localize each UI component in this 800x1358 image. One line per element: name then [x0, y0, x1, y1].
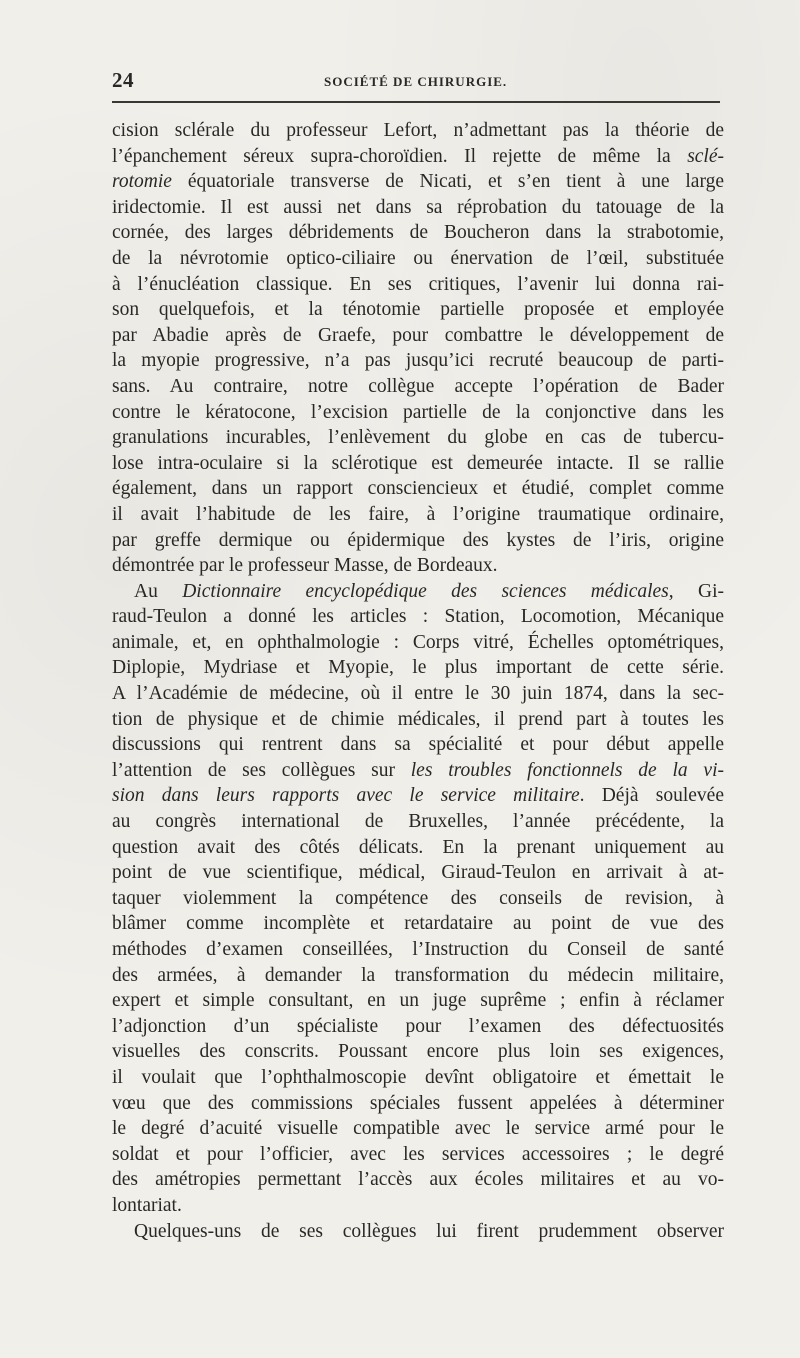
text-line: discussions qui rentrent dans sa spécialité et pour début appelle — [112, 734, 724, 756]
text-line: par greffe dermique ou épidermique des kystes de l’iris, origine — [112, 529, 724, 551]
text-line: soldat et pour l’officier, avec les services accessoires ; le degré — [112, 1143, 724, 1165]
text-line: expert et simple consultant, en un juge suprême ; enfin à réclamer — [112, 990, 724, 1012]
running-head: SOCIÉTÉ DE CHIRURGIE. — [324, 74, 508, 89]
text-line: granulations incurables, l’enlèvement du globe en cas de tubercu- — [112, 427, 724, 449]
text-line: cornée, des larges débridements de Boucheron dans la strabotomie, — [112, 222, 724, 244]
page-header — [112, 68, 722, 98]
text-line: rotomie équatoriale transverse de Nicati, et s’en tient à une large — [112, 171, 724, 193]
text-line: sion dans leurs rapports avec le service militaire. Déjà soulevée — [112, 785, 724, 807]
text-line: à l’énucléation classique. En ses critiques, l’avenir lui donna rai- — [112, 273, 724, 295]
text-line: lose intra-oculaire si la sclérotique est demeurée intacte. Il se rallie — [112, 452, 724, 474]
text-line: méthodes d’examen conseillées, l’Instruction du Conseil de santé — [112, 939, 724, 960]
text-line: démontrée par le professeur Masse, de Bordeaux. — [112, 555, 498, 577]
text-line: des amétropies permettant l’accès aux écoles militaires et au vo- — [112, 1169, 724, 1191]
text-line: de la névrotomie optico-ciliaire ou énervation de l’œil, substituée — [112, 247, 724, 269]
header-rule — [112, 101, 720, 103]
text-line: son quelquefois, et la ténotomie partielle proposée et employée — [112, 299, 724, 321]
text-line: contre le kératocone, l’excision partielle de la conjonctive dans les — [112, 401, 724, 423]
text-line: l’adjonction d’un spécialiste pour l’examen des défectuosités — [112, 1015, 724, 1037]
text-line: Au Dictionnaire encyclopédique des sciences médicales, Gi- — [134, 580, 724, 602]
text-line: il voulait que l’ophthalmoscopie devînt obligatoire et émettait le — [112, 1066, 724, 1088]
text-line: l’attention de ses collègues sur les troubles fonctionnels de la vi- — [112, 759, 724, 781]
text-line: question avait des côtés délicats. En la prenant uniquement au — [112, 836, 724, 858]
text-line: Diplopie, Mydriase et Myopie, le plus important de cette série. — [112, 657, 724, 679]
text-line: des armées, à demander la transformation du médecin militaire, — [112, 964, 724, 986]
page-number: 24 — [112, 68, 134, 92]
text-line: l’épanchement séreux supra-choroïdien. Il rejette de même la sclé- — [112, 145, 724, 167]
text-line: animale, et, en ophthalmologie : Corps vitré, Échelles optométriques, — [112, 631, 724, 653]
text-line: cision sclérale du professeur Lefort, n’admettant pas la théorie de — [112, 120, 724, 141]
text-line: vœu que des commissions spéciales fussent appelées à déterminer — [112, 1092, 724, 1114]
text-line: il avait l’habitude de les faire, à l’origine traumatique ordinaire, — [112, 503, 724, 525]
text-line: sans. Au contraire, notre collègue accepte l’opération de Bader — [112, 375, 724, 397]
text-line: visuelles des conscrits. Poussant encore plus loin ses exigences, — [112, 1041, 724, 1063]
text-line: le degré d’acuité visuelle compatible avec le service armé pour le — [112, 1118, 724, 1140]
text-line: raud-Teulon a donné les articles : Station, Locomotion, Mécanique — [112, 606, 724, 628]
text-line: blâmer comme incomplète et retardataire au point de vue des — [112, 913, 724, 935]
text-line: point de vue scientifique, médical, Giraud-Teulon en arrivait à at- — [112, 862, 724, 884]
text-line: par Abadie après de Graefe, pour combattre le développement de — [112, 324, 724, 346]
text-line: au congrès international de Bruxelles, l’année précédente, la — [112, 811, 724, 833]
text-line: tion de physique et de chimie médicales, il prend part à toutes les — [112, 708, 724, 730]
body-text — [112, 118, 724, 1244]
text-line: iridectomie. Il est aussi net dans sa réprobation du tatouage de la — [112, 196, 724, 218]
text-line: lontariat. — [112, 1194, 182, 1216]
text-line: également, dans un rapport consciencieux et étudié, complet comme — [112, 478, 724, 500]
text-line: taquer violemment la compétence des conseils de revision, à — [112, 887, 724, 909]
text-line: A l’Académie de médecine, où il entre le 30 juin 1874, dans la sec- — [112, 683, 724, 705]
text-line: la myopie progressive, n’a pas jusqu’ici recruté beaucoup de parti- — [112, 350, 724, 372]
text-line: Quelques-uns de ses collègues lui firent prudemment observer — [134, 1220, 724, 1242]
